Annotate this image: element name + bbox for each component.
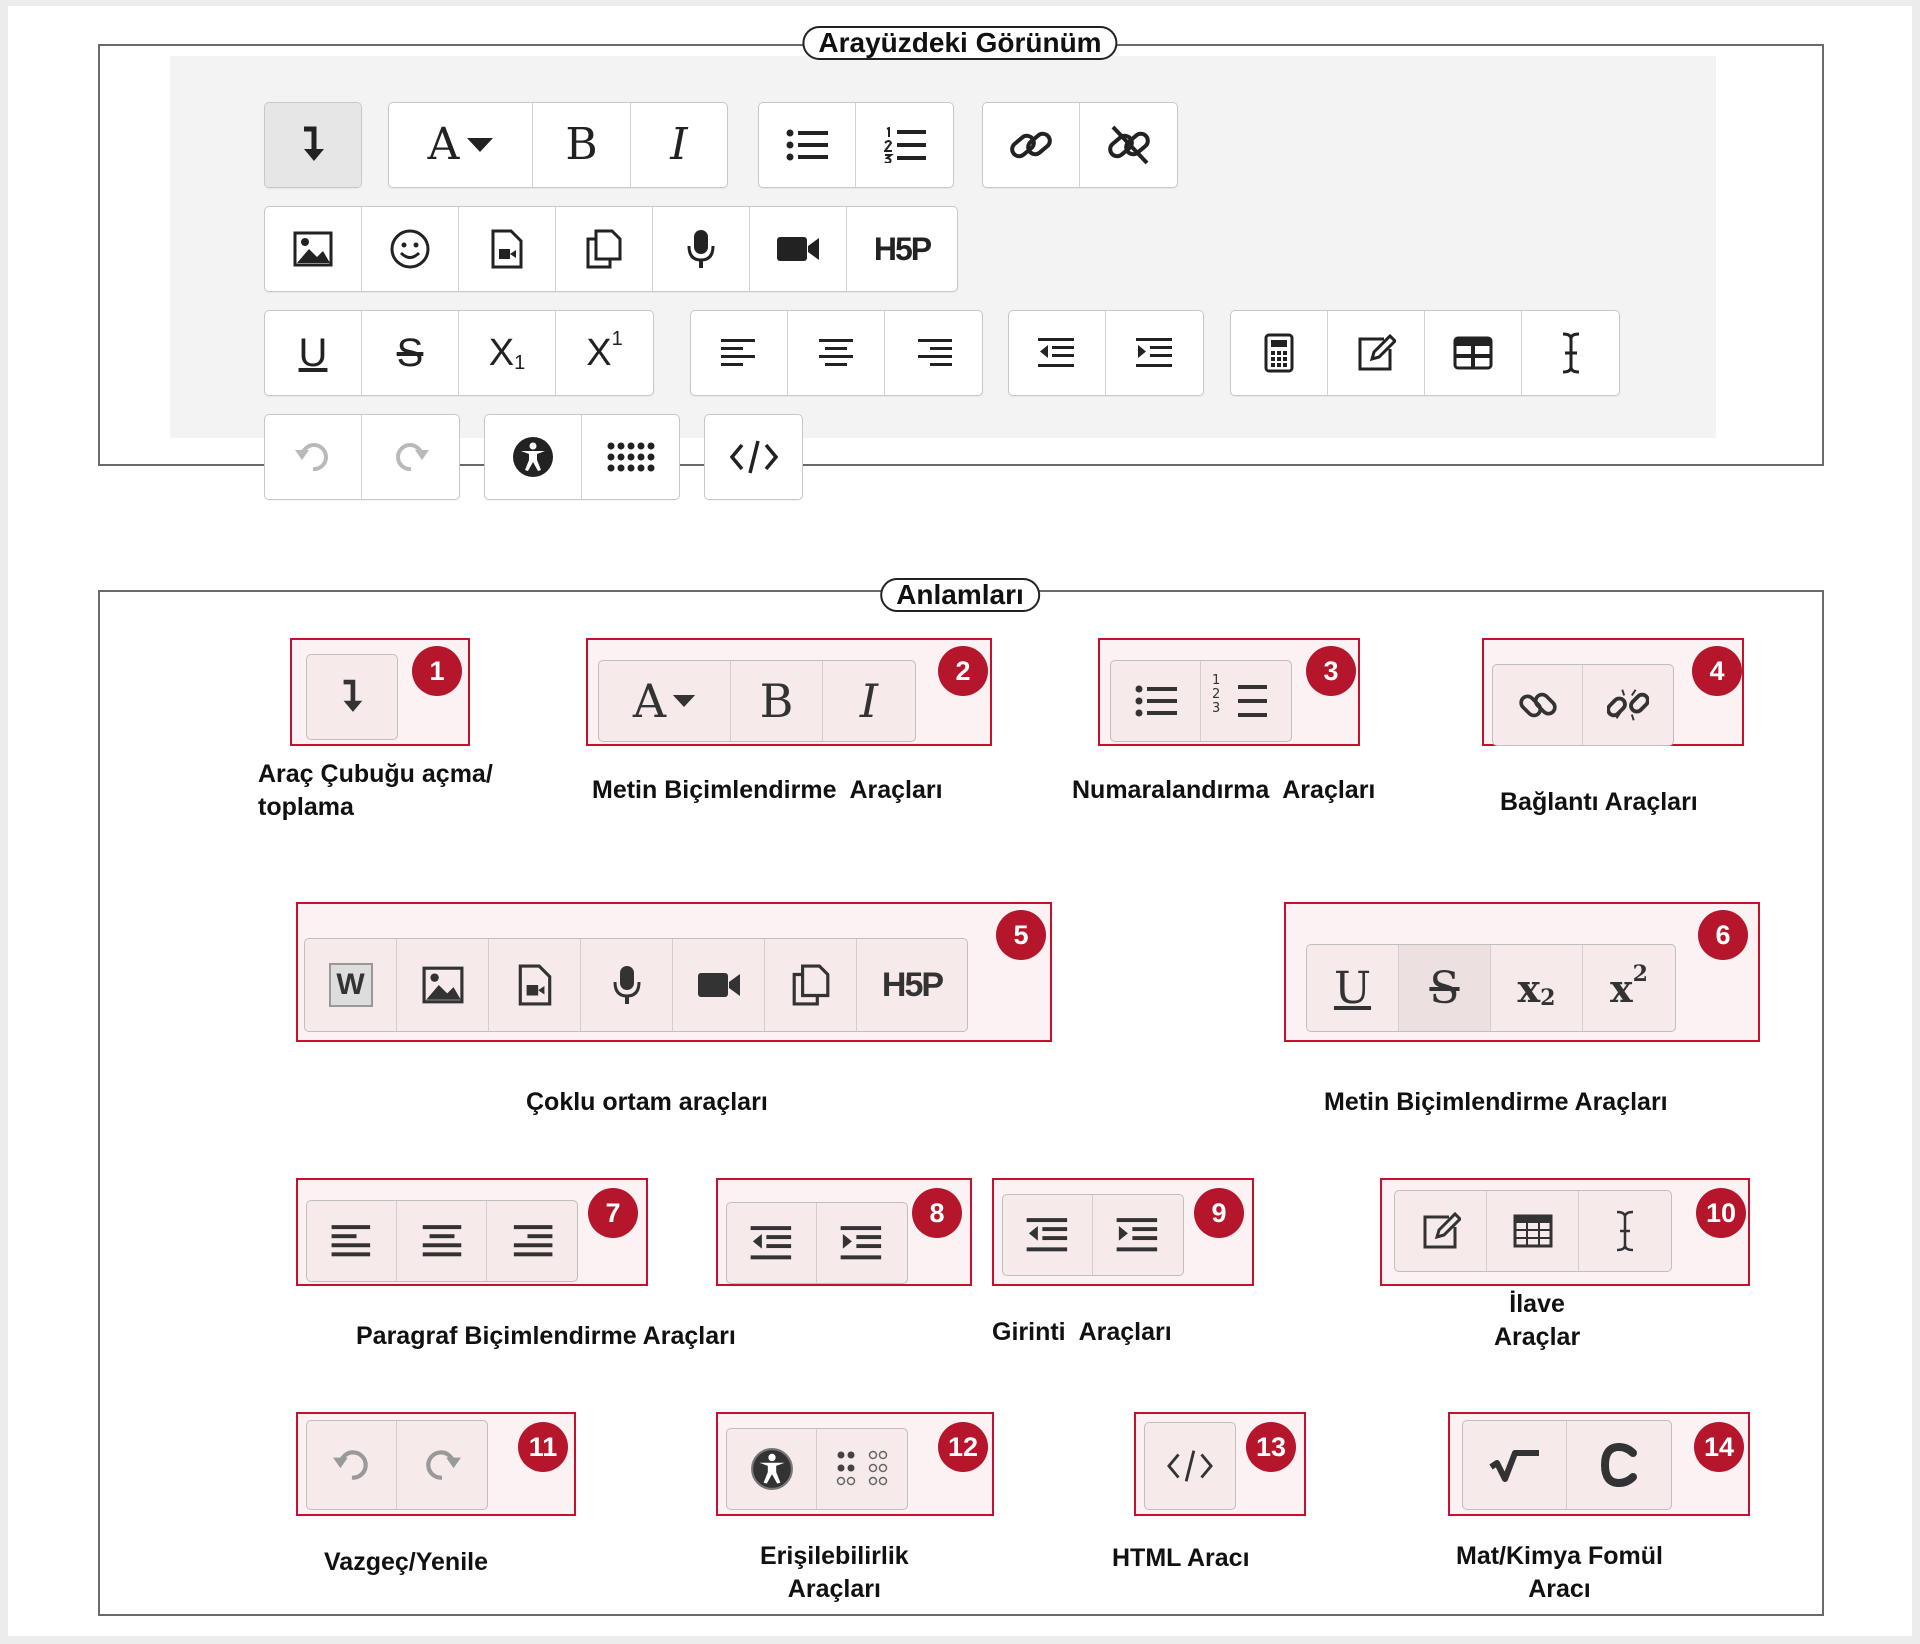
unlink-button[interactable]: [1080, 103, 1177, 187]
font-color-button[interactable]: [389, 103, 533, 187]
chevron-down-icon: [467, 138, 493, 152]
file-video-icon: [491, 229, 523, 269]
legend-text-style-group: [1306, 944, 1676, 1032]
num-glyph-2: 2: [1212, 687, 1221, 702]
page-frame: [8, 6, 1912, 1636]
caption-10: [1494, 1288, 1580, 1354]
redo-icon: [422, 1445, 462, 1485]
word-icon: W: [329, 963, 373, 1007]
link-group: [982, 102, 1178, 188]
toolbar-toggle-button[interactable]: [265, 103, 361, 187]
undo-button[interactable]: [265, 415, 362, 499]
bullet-list-icon: [1135, 684, 1177, 718]
underline-letter: U: [298, 331, 328, 375]
legend-indent-group-a: [726, 1202, 908, 1284]
badge-4: 4: [1692, 646, 1742, 696]
square-root-icon: [1489, 1447, 1541, 1483]
undo-icon: [332, 1445, 372, 1485]
arrow-down-right-icon: [338, 678, 366, 716]
copy-files-icon: [586, 229, 622, 269]
legend-text-format-group: [598, 660, 916, 742]
caption-11-line-1: Vazgeç/Yenile: [324, 1548, 488, 1576]
badge-8: 8: [912, 1188, 962, 1238]
legend-outdent-a: [727, 1203, 817, 1283]
numbered-list-button[interactable]: [856, 103, 953, 187]
caption-2: [592, 774, 943, 807]
font-letter: A: [632, 674, 667, 728]
legend-unlink: [1583, 665, 1673, 745]
caption-7-line-1: Paragraf Biçimlendirme Araçları: [356, 1322, 736, 1350]
caption-1-line-2: toplama: [258, 793, 354, 821]
badge-7: 7: [588, 1188, 638, 1238]
table-button[interactable]: [1425, 311, 1522, 395]
badge-13: 13: [1246, 1422, 1296, 1472]
h5p-logo: H5P: [873, 230, 931, 267]
legend-chemistry: [1567, 1421, 1671, 1509]
align-left-button[interactable]: [691, 311, 788, 395]
link-button[interactable]: [983, 103, 1080, 187]
caption-10-line-1: İlave: [1509, 1290, 1565, 1318]
indent-icon: [1136, 337, 1174, 369]
unlink-icon: [1107, 123, 1151, 167]
history-group: [264, 414, 460, 500]
caption-12: [760, 1540, 909, 1606]
extra-tools-group: [1230, 310, 1620, 396]
legend-edit: [1395, 1191, 1487, 1271]
legend-formula-group: [1462, 1420, 1672, 1510]
caption-10-line-2: Araçlar: [1494, 1323, 1581, 1351]
numbered-list-icon: [1225, 679, 1267, 723]
caption-14: [1456, 1540, 1663, 1606]
video-camera-icon: [775, 234, 821, 264]
legend-indent-a: [817, 1203, 907, 1283]
indent-icon: [1116, 1217, 1160, 1253]
caption-11: [324, 1546, 488, 1579]
indent-button[interactable]: [1106, 311, 1203, 395]
legend-bullet-list: [1111, 661, 1201, 741]
accessibility-icon: [750, 1447, 794, 1491]
legend-box-5: [296, 902, 1052, 1042]
microphone-icon: [686, 228, 716, 270]
caption-14-line-1: Mat/Kimya Fomül: [1456, 1542, 1663, 1570]
caption-3: [1072, 774, 1375, 807]
toolbar-toggle-group: [264, 102, 362, 188]
table-icon: [1512, 1214, 1554, 1248]
calculator-icon: [1264, 333, 1294, 373]
legend-font-color: [599, 661, 731, 741]
code-icon: [730, 439, 778, 475]
badge-2: 2: [938, 646, 988, 696]
legend-underline: [1307, 945, 1399, 1031]
strike-letter: S: [1429, 962, 1460, 1014]
subscript-button[interactable]: [459, 311, 556, 395]
underline-button[interactable]: [265, 311, 362, 395]
braille-dots-icon: [607, 442, 655, 472]
legend-superscript: [1583, 945, 1675, 1031]
align-center-icon: [421, 1224, 463, 1258]
redo-button[interactable]: [362, 415, 459, 499]
num-glyph-1: 1: [1212, 673, 1221, 688]
caption-9: [992, 1316, 1172, 1349]
braille-dots-icon: [836, 1450, 888, 1488]
emoji-button[interactable]: [362, 207, 459, 291]
video-camera-icon: [696, 970, 742, 1000]
list-group: [758, 102, 954, 188]
caption-4-line-1: Bağlantı Araçları: [1500, 788, 1698, 816]
caption-9-line-1: Girinti Araçları: [992, 1318, 1172, 1346]
align-left-icon: [331, 1224, 373, 1258]
image-icon: [422, 966, 464, 1004]
html-button[interactable]: [705, 415, 802, 499]
html-group: [704, 414, 803, 500]
legend-align-group: [306, 1200, 578, 1282]
underline-letter: U: [1333, 962, 1372, 1014]
indent-group: [1008, 310, 1204, 396]
strike-letter: S: [396, 331, 424, 375]
subscript-1: 1: [514, 351, 526, 374]
legend-accessibility: [727, 1429, 817, 1509]
caption-13: [1112, 1542, 1250, 1575]
caption-1: [258, 758, 493, 824]
badge-5: 5: [996, 910, 1046, 960]
redo-icon: [392, 438, 430, 476]
h5p-logo: H5P: [881, 965, 943, 1004]
special-char-button[interactable]: [1328, 311, 1425, 395]
num-glyph-3: 3: [1212, 701, 1221, 716]
superscript-1: 1: [611, 327, 623, 350]
chevron-down-icon: [672, 695, 696, 707]
legend-image: [397, 939, 489, 1031]
table-icon: [1453, 336, 1493, 370]
legend-files: [765, 939, 857, 1031]
align-center-icon: [818, 338, 854, 368]
chemistry-c-icon: [1599, 1443, 1639, 1487]
legend-box-10: [1380, 1178, 1750, 1286]
badge-3: 3: [1306, 646, 1356, 696]
image-button[interactable]: [265, 207, 362, 291]
caption-12-line-2: Araçları: [787, 1575, 881, 1603]
font-letter: A: [427, 119, 460, 170]
legend-indent-group-b: [1002, 1194, 1184, 1276]
clear-format-button[interactable]: [1522, 311, 1619, 395]
image-icon: [293, 231, 333, 267]
legend-history-group: [306, 1420, 488, 1510]
superscript-button[interactable]: [556, 311, 653, 395]
badge-10: 10: [1696, 1188, 1746, 1238]
legend-toggle-group: [306, 654, 398, 740]
legend-link: [1493, 665, 1583, 745]
outdent-icon: [1026, 1217, 1070, 1253]
legend-html: [1145, 1423, 1235, 1509]
caption-6: [1324, 1086, 1668, 1119]
legend-html-group: [1144, 1422, 1236, 1510]
align-right-button[interactable]: [885, 311, 982, 395]
edit-pencil-icon: [1421, 1211, 1461, 1251]
italic-button[interactable]: [631, 103, 727, 187]
align-center-button[interactable]: [788, 311, 885, 395]
align-group: [690, 310, 983, 396]
legend-bold: [731, 661, 823, 741]
align-right-icon: [511, 1224, 553, 1258]
legend-accessibility-group: [726, 1428, 908, 1510]
outdent-icon: [750, 1225, 794, 1261]
legend-redo: [397, 1421, 487, 1509]
outdent-icon: [1038, 337, 1076, 369]
arrow-down-right-icon: [298, 125, 328, 165]
badge-12: 12: [938, 1422, 988, 1472]
equation-button[interactable]: [1231, 311, 1328, 395]
accessibility-checker-button[interactable]: [485, 415, 582, 499]
legend-link-group: [1492, 664, 1674, 746]
legend-align-right: [487, 1201, 577, 1281]
undo-icon: [294, 438, 332, 476]
microphone-icon: [612, 963, 642, 1007]
sup-2: 2: [1632, 961, 1648, 987]
bold-letter: B: [759, 674, 794, 728]
caption-12-line-1: Erişilebilirlik: [760, 1542, 909, 1570]
text-style-group: [264, 310, 654, 396]
legend-indent-b: [1093, 1195, 1183, 1275]
badge-14: 14: [1694, 1422, 1744, 1472]
text-format-group: [388, 102, 728, 188]
caption-7: [356, 1320, 736, 1353]
record-video-button[interactable]: [750, 207, 847, 291]
legend-box-2: [586, 638, 992, 746]
subscript-x: X: [488, 331, 515, 374]
legend-align-left: [307, 1201, 397, 1281]
legend-video: [673, 939, 765, 1031]
caption-14-line-2: Aracı: [1528, 1575, 1591, 1603]
h5p-button[interactable]: [847, 207, 957, 291]
legend-undo: [307, 1421, 397, 1509]
sub-2: 2: [1540, 985, 1556, 1011]
superscript-x: X: [586, 331, 612, 374]
badge-1: 1: [412, 646, 462, 696]
edit-pencil-icon: [1356, 333, 1396, 373]
italic-letter: I: [670, 119, 688, 170]
numbered-list-icon: [884, 127, 926, 163]
caption-4: [1500, 786, 1698, 819]
text-cursor-icon: [1559, 331, 1583, 375]
legend-strikethrough: [1399, 945, 1491, 1031]
caption-2-line-1: Metin Biçimlendirme Araçları: [592, 776, 943, 804]
caption-5: [526, 1086, 768, 1119]
link-icon: [1518, 685, 1558, 725]
legend-word-paste: [305, 939, 397, 1031]
manage-files-button[interactable]: [556, 207, 653, 291]
record-audio-button[interactable]: [653, 207, 750, 291]
align-right-icon: [916, 338, 952, 368]
file-video-icon: [518, 964, 552, 1006]
legend-text-cursor: [1579, 1191, 1671, 1271]
legend-align-center: [397, 1201, 487, 1281]
media-group: [264, 206, 958, 292]
italic-letter: I: [859, 674, 879, 728]
bullet-list-icon: [786, 128, 828, 162]
legend-media-file: [489, 939, 581, 1031]
badge-9: 9: [1194, 1188, 1244, 1238]
caption-13-line-1: HTML Aracı: [1112, 1544, 1250, 1572]
accessibility-icon: [512, 436, 554, 478]
legend-table: [1487, 1191, 1579, 1271]
number-glyphs: [1212, 674, 1220, 716]
link-icon: [1009, 123, 1053, 167]
code-icon: [1167, 1448, 1213, 1484]
text-cursor-icon: [1613, 1207, 1637, 1255]
legend-subscript: [1491, 945, 1583, 1031]
legend-media-group: [304, 938, 968, 1032]
legend-h5p: [857, 939, 967, 1031]
bold-button[interactable]: [533, 103, 631, 187]
caption-3-line-1: Numaralandırma Araçları: [1072, 776, 1376, 804]
badge-6: 6: [1698, 910, 1748, 960]
align-left-icon: [721, 338, 757, 368]
emoji-icon: [389, 228, 431, 270]
indent-icon: [840, 1225, 884, 1261]
meanings-title: Anlamları: [880, 578, 1040, 612]
caption-6-line-1: Metin Biçimlendirme Araçları: [1324, 1088, 1668, 1116]
screen-reader-button[interactable]: [582, 415, 679, 499]
caption-1-line-1: Araç Çubuğu açma/: [258, 760, 493, 788]
bullet-list-button[interactable]: [759, 103, 856, 187]
legend-outdent-b: [1003, 1195, 1093, 1275]
bold-letter: B: [565, 119, 598, 170]
accessibility-group: [484, 414, 680, 500]
broken-link-icon: [1607, 684, 1649, 726]
interface-view-title: Arayüzdeki Görünüm: [802, 26, 1117, 60]
legend-list-group: [1110, 660, 1292, 742]
legend-math: [1463, 1421, 1567, 1509]
legend-italic: [823, 661, 915, 741]
caption-5-line-1: Çoklu ortam araçları: [526, 1088, 768, 1116]
sup-x: x: [1610, 965, 1633, 1011]
badge-11: 11: [518, 1422, 568, 1472]
legend-extra-group: [1394, 1190, 1672, 1272]
legend-microphone: [581, 939, 673, 1031]
legend-toggle-button: [307, 655, 397, 739]
strikethrough-button[interactable]: [362, 311, 459, 395]
copy-files-icon: [791, 964, 831, 1006]
legend-box-6: [1284, 902, 1760, 1042]
sub-x: x: [1517, 965, 1541, 1011]
legend-braille: [817, 1429, 907, 1509]
outdent-button[interactable]: [1009, 311, 1106, 395]
media-file-button[interactable]: [459, 207, 556, 291]
